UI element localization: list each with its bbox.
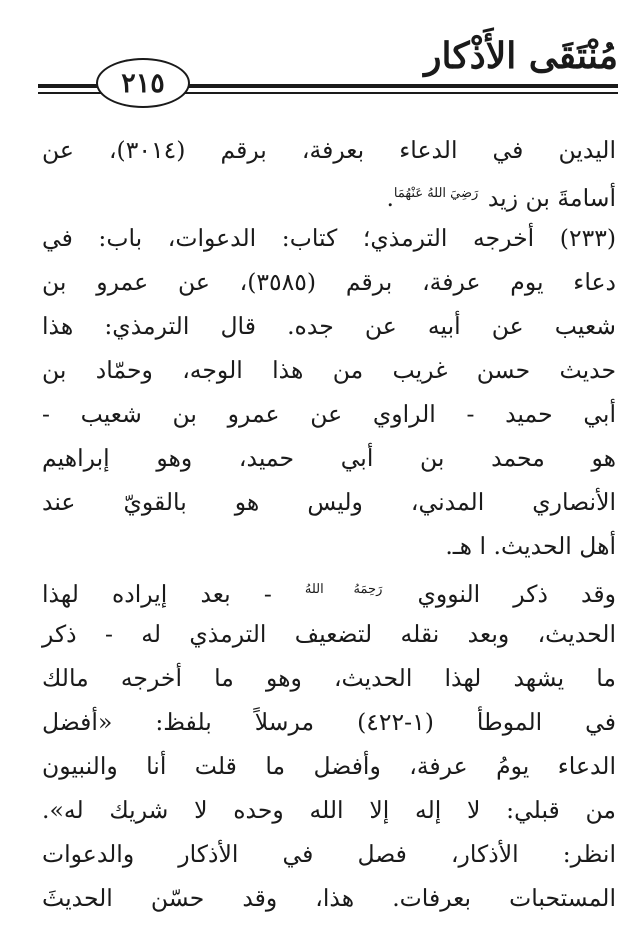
text-line: دعاء يوم عرفة، برقم (٣٥٨٥)، عن عمرو بن bbox=[42, 268, 616, 296]
text-line: أسامةَ بن زيد $^{رَضِيَ اللهُ عَنْهُمَا}$. bbox=[386, 184, 616, 213]
text-line: الأنصاري المدني، وليس هو بالقويّ عند bbox=[42, 488, 616, 516]
honorific-radiya-anhuma: رَضِيَ اللهُ عَنْهُمَا bbox=[393, 186, 479, 201]
text-segment: أخرجه الترمذي؛ كتاب: الدعوات، باب: في bbox=[42, 224, 535, 252]
text-line: المستحبات بعرفات. هذا، وقد حسّن الحديثَ bbox=[42, 884, 616, 912]
text-line: أهل الحديث. ا هـ. bbox=[445, 532, 616, 560]
text-segment: - بعد إيراده لهذا bbox=[42, 580, 272, 609]
text-line: في الموطأ (١-٤٢٢) مرسلاً بلفظ: «أفضل bbox=[42, 708, 616, 736]
footnote-first-line bbox=[42, 216, 616, 260]
text-line: ما يشهد لهذا الحديث، وهو ما أخرجه مالك bbox=[42, 664, 616, 692]
text-segment: أسامةَ بن زيد bbox=[487, 184, 616, 213]
text-line: من قبلي: لا إله إلا الله وحده لا شريك له». bbox=[42, 796, 616, 824]
page-body bbox=[42, 128, 616, 920]
text-line: اليدين في الدعاء بعرفة، برقم (٣٠١٤)، عن bbox=[42, 136, 616, 164]
text-line: هو محمد بن أبي حميد، وهو إبراهيم bbox=[42, 444, 616, 472]
text-line: انظر: الأذكار، فصل في الأذكار والدعوات bbox=[42, 840, 616, 868]
text-line: الحديث، وبعد نقله لتضعيف الترمذي له - ذكر bbox=[42, 620, 616, 648]
text-line: أبي حميد - الراوي عن عمرو بن شعيب - bbox=[42, 400, 616, 428]
text-segment: وقد ذكر النووي bbox=[417, 580, 616, 609]
text-line: الدعاء يومُ عرفة، وأفضل ما قلت أنا والنبيون bbox=[42, 752, 616, 780]
footnote-number: (٢٣٣) bbox=[559, 224, 616, 252]
book-title: مُنْتَقَى الأَذْكار bbox=[424, 35, 618, 77]
text-line: حديث حسن غريب من هذا الوجه، وحمّاد بن bbox=[42, 356, 616, 384]
text-line: شعيب عن أبيه عن جده. قال الترمذي: هذا bbox=[42, 312, 616, 340]
text-line bbox=[42, 568, 616, 612]
honorific-rahimahu-allah: رَحِمَهُ اللهُ bbox=[304, 582, 383, 597]
page-number: ٢١٥ bbox=[96, 58, 190, 108]
